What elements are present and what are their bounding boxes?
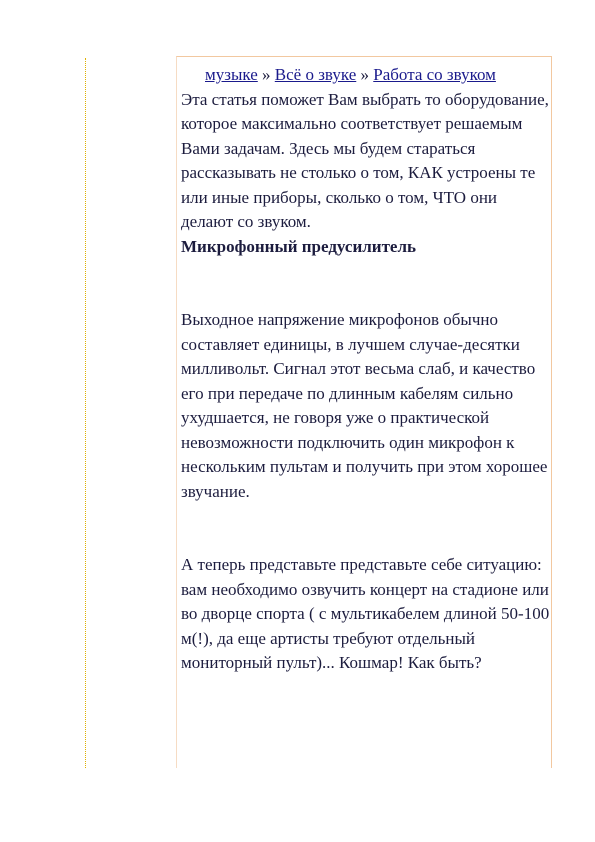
article-body [181,63,551,676]
body-paragraph-1: Выходное напряжение микрофонов обычно составляет единицы, в лучшем случае-десятки милливольт. Сигнал этот весьма слаб, и качество его при передаче по длинным кабелям сильно ухудшается, не говоря уже о практической невозможности подключить один микрофон к нескольким пультам и получить при этом хорошее звучание. [181,310,548,501]
spacer [181,504,551,553]
intro-paragraph: Эта статья поможет Вам выбрать то оборудование, которое максимально соответствует решаемым Вами задачам. Здесь мы будем стараться рассказывать не столько о том, КАК устроены те или иные приборы, сколько о том, ЧТО они делают со звуком. [181,89,549,231]
breadcrumb [181,63,551,88]
breadcrumb-separator: » [262,65,271,84]
left-dotted-rule [85,58,86,768]
spacer [181,259,551,308]
section-heading: Микрофонный предусилитель [181,236,417,256]
breadcrumb-link-all-about-sound[interactable]: Всё о звуке [274,65,357,84]
body-paragraph-2: А теперь представьте представьте себе ситуацию: вам необходимо озвучить концерт на стадионе или во дворце спорта ( с мультикабелем длиной 50-100 м(!), да еще артисты требуют отдельный мониторный пульт)... Кошмар! Как быть? [181,555,550,672]
breadcrumb-separator: » [360,65,370,84]
breadcrumb-link-music[interactable]: музыке [205,65,258,84]
breadcrumb-link-sound-work[interactable]: Работа со звуком [373,65,496,84]
